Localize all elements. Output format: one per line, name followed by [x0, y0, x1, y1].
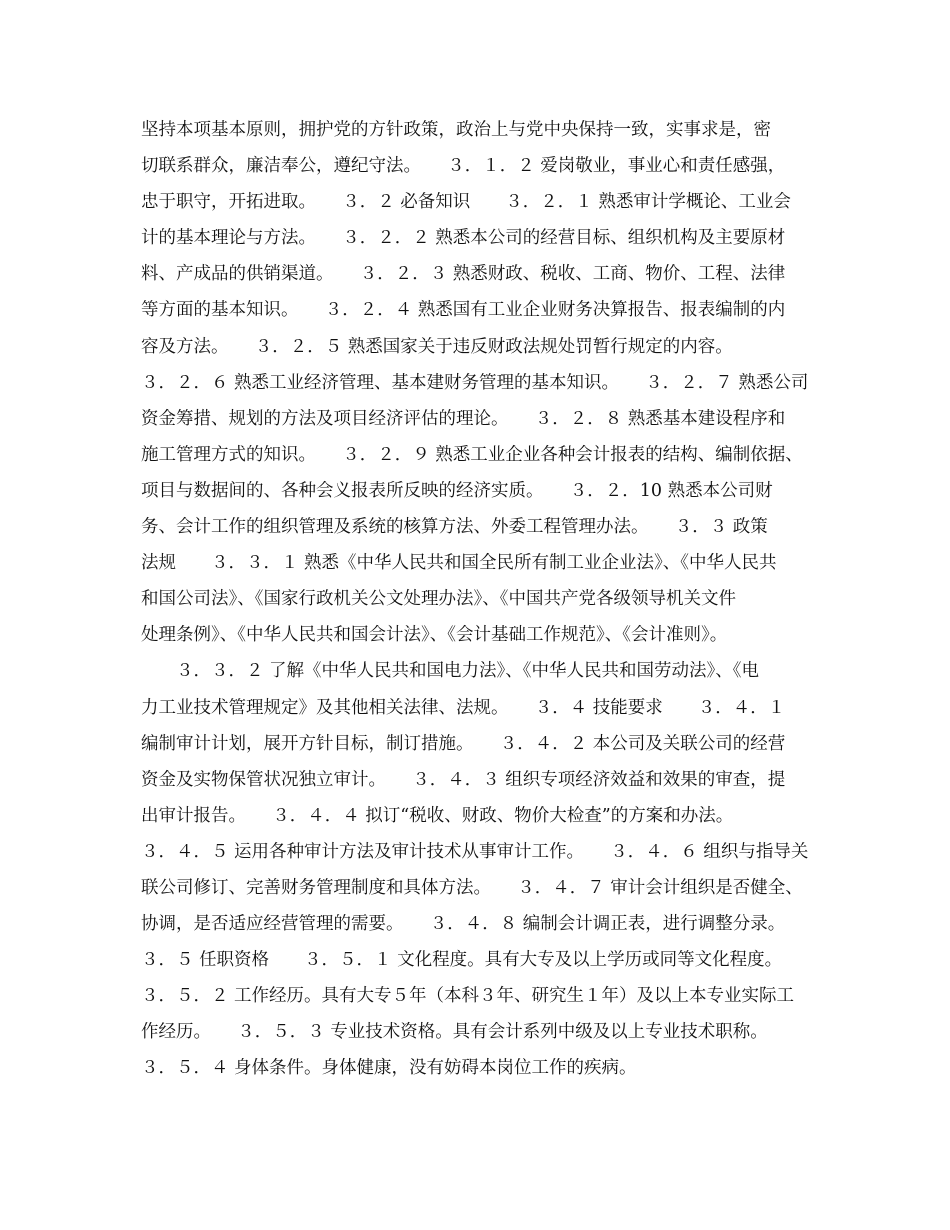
- text-line: 处理条例》、《中华人民共和国会计法》、《会计基础工作规范》、《会计准则》。: [141, 625, 728, 646]
- text-line: 容及方法。 ３．２．５ 熟悉国家关于违反财政法规处罚暂行规定的内容。: [141, 336, 760, 357]
- text-line: 协调，是否适应经营管理的需要。 ３．４．８ 编制会计调正表，进行调整分录。: [141, 914, 786, 935]
- text-line: 力工业技术管理规定》及其他相关法律、法规。 ３．４ 技能要求 ３．４．１: [141, 697, 786, 718]
- text-line: 施工管理方式的知识。 ３．２．９ 熟悉工业企业各种会计报表的结构、编制依据、: [141, 444, 803, 465]
- text-line: 资金及实物保管状况独立审计。 ３．４．３ 组织专项经济效益和效果的审查，提: [141, 769, 786, 790]
- text-line: ３．３．２ 了解《中华人民共和国电力法》、《中华人民共和国劳动法》、《电: [141, 661, 760, 682]
- text-line: 法规 ３．３．１ 熟悉《中华人民共和国全民所有制工业企业法》、《中华人民共: [141, 553, 777, 574]
- text-line: ３．５．２ 工作经历。具有大专５年（本科３年、研究生１年）及以上本专业实际工: [141, 986, 795, 1007]
- text-line: 资金筹措、规划的方法及项目经济评估的理论。 ３．２．８ 熟悉基本建设程序和: [141, 408, 786, 429]
- text-line: ３．５．４ 身体条件。身体健康，没有妨碍本岗位工作的疾病。: [141, 1058, 637, 1079]
- text-line: 忠于职守，开拓进取。 ３．２ 必备知识 ３．２．１ 熟悉审计学概论、工业会: [141, 192, 791, 213]
- text-line: 料、产成品的供销渠道。 ３．２．３ 熟悉财政、税收、工商、物价、工程、法律: [141, 264, 786, 285]
- text-line: ３．２．６ 熟悉工业经济管理、基本建财务管理的基本知识。 ３．２．７ 熟悉公司: [141, 372, 809, 393]
- text-line: 务、会计工作的组织管理及系统的核算方法、外委工程管理办法。 ３．３ 政策: [141, 517, 768, 538]
- text-line: 联公司修订、完善财务管理制度和具体方法。 ３．４．７ 审计会计组织是否健全、: [141, 877, 803, 898]
- text-line: 作经历。 ３．５．３ 专业技术资格。具有会计系列中级及以上专业技术职称。: [141, 1022, 768, 1043]
- text-line: 切联系群众，廉洁奉公，遵纪守法。 ３．１．２ 爱岗敬业，事业心和责任感强，: [141, 156, 786, 177]
- text-line: 出审计报告。 ３．４．４ 拟订“税收、财政、物价大检查”的方案和办法。: [141, 805, 760, 826]
- text-line: 计的基本理论与方法。 ３．２．２ 熟悉本公司的经营目标、组织机构及主要原材: [141, 228, 786, 249]
- text-line: 编制审计计划，展开方针目标，制订措施。 ３．４．２ 本公司及关联公司的经营: [141, 733, 786, 754]
- text-line: 坚持本项基本原则，拥护党的方针政策，政治上与党中央保持一致，实事求是，密: [141, 120, 771, 140]
- text-line: ３．４．５ 运用各种审计方法及审计技术从事审计工作。 ３．４．６ 组织与指导关: [141, 841, 809, 862]
- text-line: 和国公司法》、《国家行政机关公文处理办法》、《中国共产党各级领导机关文件: [141, 589, 736, 610]
- text-line: 项目与数据间的、各种会义报表所反映的经济实质。 ３．２．10 熟悉本公司财: [141, 480, 773, 501]
- document-body: [141, 112, 831, 1087]
- text-line: 等方面的基本知识。 ３．２．４ 熟悉国有工业企业财务决算报告、报表编制的内: [141, 300, 786, 321]
- text-line: ３．５ 任职资格 ３．５．１ 文化程度。具有大专及以上学历或同等文化程度。: [141, 950, 783, 971]
